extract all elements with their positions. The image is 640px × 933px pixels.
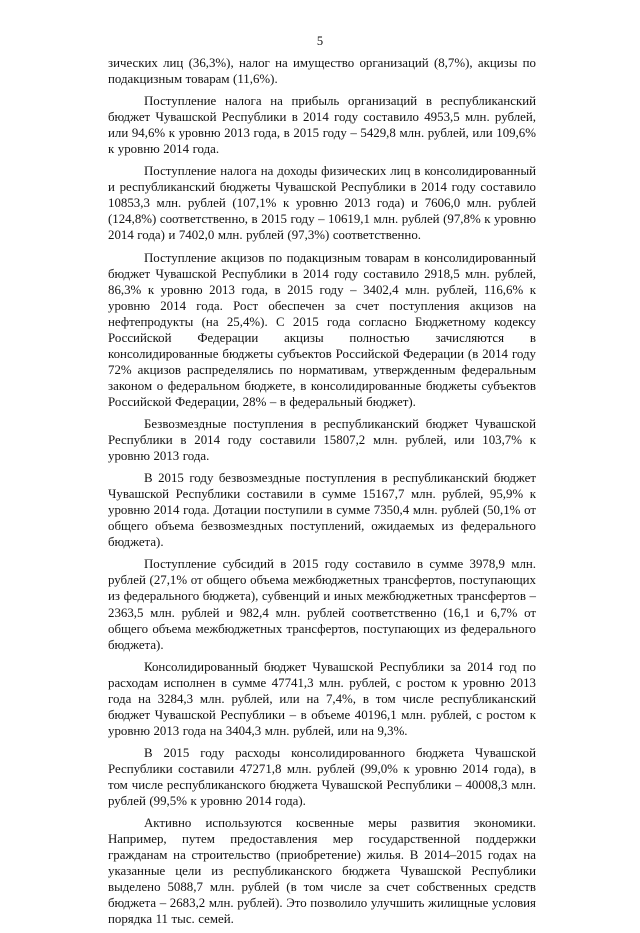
paragraph-personal-income-tax: Поступление налога на доходы физических лиц в консолидированный и республиканский бюджеты Чувашской Республики в 2014 году составило 10853,3 млн. рублей (107,1% к уровню 2013 года) и 7606,0 млн. рублей (124,8%) соответственно, в 2015 году – 10619,1 млн. рублей (97,8% к уровню 2014 года) и 7402,0 млн. рублей (97,3%) соответственно. [108, 164, 536, 243]
paragraph-continued: зических лиц (36,3%), налог на имущество организаций (8,7%), акцизы по подакцизным товарам (11,6%). [108, 56, 536, 87]
page-number: 5 [316, 34, 324, 48]
paragraph-gratuitous-receipts-2014: Безвозмездные поступления в республиканский бюджет Чувашской Республики в 2014 году составили 15807,2 млн. рублей, или 103,7% к уровню 2013 года. [108, 416, 536, 464]
paragraph-housing-support: Активно используются косвенные меры развития экономики. Например, путем предоставления мер государственной поддержки гражданам на строительство (приобретение) жилья. В 2014–2015 годах на указанные цели из республиканского бюджета Чувашской Республики выделено 5088,7 млн. рублей (в том числе за счет собственных средств бюджета – 2683,2 млн. рублей). Это позволило улучшить жилищные условия порядка 11 тыс. семей. [108, 816, 536, 927]
paragraph-subsidies: Поступление субсидий в 2015 году составило в сумме 3978,9 млн. рублей (27,1% от общего объема межбюджетных трансфертов, поступающих из федерального бюджета), субвенций и иных межбюджетных трансфертов – 2363,5 млн. рублей и 982,4 млн. рублей соответственно (16,1 и 6,7% от общего объема межбюджетных трансфертов, поступающих из федерального бюджета). [108, 557, 536, 652]
paragraph-consolidated-budget-2014: Консолидированный бюджет Чувашской Республики за 2014 год по расходам исполнен в сумме 47741,3 млн. рублей, с ростом к уровню 2013 года на 3284,3 млн. рублей, или на 7,4%, в том числе республиканский бюджет Чувашской Республики – в объеме 40196,1 млн. рублей, с ростом к уровню 2013 года на 3404,3 млн. рублей, или на 9,3%. [108, 659, 536, 738]
paragraph-profit-tax: Поступление налога на прибыль организаций в республиканский бюджет Чувашской Республики в 2014 году составило 4953,5 млн. рублей, или 94,6% к уровню 2013 года, в 2015 году – 5429,8 млн. рублей, или 109,6% к уровню 2014 года. [108, 94, 536, 157]
paragraph-gratuitous-receipts-2015: В 2015 году безвозмездные поступления в республиканский бюджет Чувашской Республики составили в сумме 15167,7 млн. рублей, 95,9% к уровню 2014 года. Дотации поступили в сумме 7350,4 млн. рублей (50,1% от общего объема безвозмездных поступлений, ожидаемых из федерального бюджета). [108, 471, 536, 550]
paragraph-excise-taxes: Поступление акцизов по подакцизным товарам в консолидированный бюджет Чувашской Республики в 2014 году составило 2918,5 млн. рублей, 86,3% к уровню 2013 года, в 2015 году – 3402,4 млн. рублей, 116,6% к уровню 2014 года. Рост обеспечен за счет поступления акцизов на нефтепродукты (на 25,4%). С 2015 года согласно Бюджетному кодексу Российской Федерации акцизы полностью зачисляются в консолидированные бюджеты субъектов Российской Федерации (в 2014 году 72% акцизов распределялись по нормативам, утвержденным федеральным законом о федеральном бюджете, в консолидированные бюджеты субъектов Российской Федерации, 28% – в федеральный бюджет). [108, 250, 536, 409]
page-body [108, 55, 536, 933]
paragraph-expenditures-2015: В 2015 году расходы консолидированного бюджета Чувашской Республики составили 47271,8 млн. рублей (99,0% к уровню 2014 года), в том числе республиканского бюджета Чувашской Республики – 40008,3 млн. рублей (99,5% к уровню 2014 года). [108, 745, 536, 809]
